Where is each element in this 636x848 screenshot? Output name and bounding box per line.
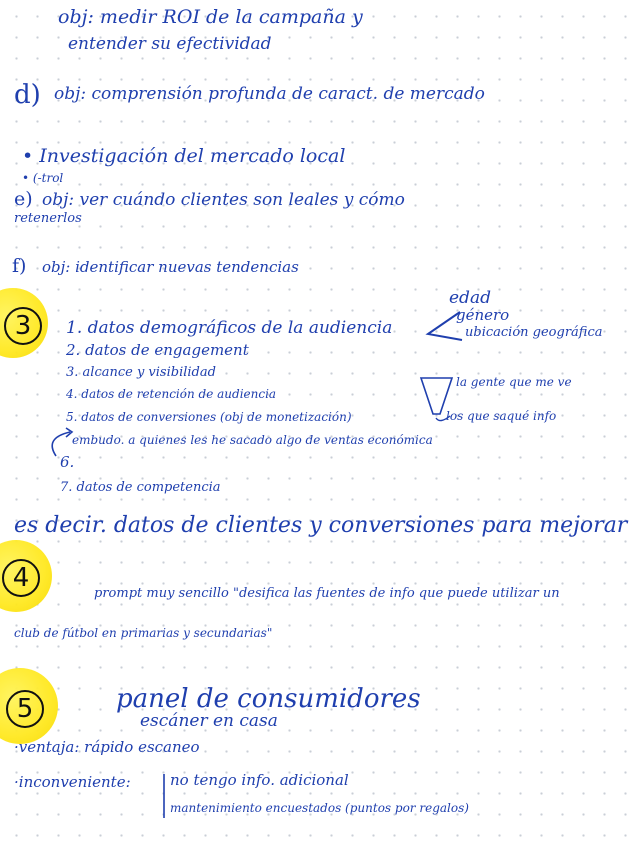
item-d-text: obj: comprensión profunda de caract. de mercado (54, 84, 485, 104)
sec5-subtitle: escáner en casa (140, 711, 278, 731)
sec3-item-2: 2. datos de engagement (66, 341, 249, 359)
section-number-4: 4 (2, 559, 40, 597)
item-f-label: f) (12, 255, 27, 277)
sec3-item-5: 5. datos de conversiones (obj de monetización) (66, 410, 352, 424)
sec3-note-edad: edad (449, 288, 491, 308)
item-f-text: obj: identificar nuevas tendencias (42, 258, 299, 276)
sec3-item-4: 4. datos de retención de audiencia (66, 387, 277, 401)
sec5-title: panel de consumidores (116, 684, 421, 714)
section-number-3: 3 (4, 307, 42, 345)
sec3-embudo-note: embudo. a quienes les he sacado algo de ventas económica (72, 433, 433, 447)
sec4-prompt-line-1: prompt muy sencillo "desifica las fuentes de info que puede utilizar un (94, 586, 560, 601)
sec3-item-3: 3. alcance y visibilidad (66, 365, 216, 380)
sec3-note-ubicacion: ubicación geográfica (465, 325, 603, 340)
objective-roi-line-2: entender su efectividad (68, 34, 272, 54)
demographics-arrow (428, 312, 462, 340)
sec5-ventaja: ·ventaja: rápido escaneo (14, 738, 200, 756)
item-d-label: d) (14, 80, 41, 110)
funnel-icon (421, 378, 452, 414)
sec4-prompt-line-2: club de fútbol en primarias y secundarias" (14, 626, 273, 640)
sec3-item-6: 6. (60, 453, 75, 471)
section-number-5: 5 (6, 690, 44, 728)
sec5-inconveniente-1: no tengo info. adicional (170, 771, 349, 789)
control-line: • (-trol (22, 171, 64, 185)
sec5-inconveniente-label: ·inconveniente: (14, 773, 131, 791)
investigation-line: • Investigación del mercado local (22, 145, 346, 167)
sec3-note-genero: género (456, 306, 510, 324)
item-e-text-1: obj: ver cuándo clientes son leales y cómo (42, 190, 405, 210)
objective-roi-line-1: obj: medir ROI de la campaña y (58, 6, 363, 28)
funnel-top-label: la gente que me ve (456, 375, 572, 389)
item-e-label: e) (14, 188, 33, 210)
sec5-inconveniente-2: mantenimiento encuestados (puntos por regalos) (170, 801, 469, 815)
sec3-item-7: 7. datos de competencia (60, 480, 221, 495)
sec3-item-1: 1. datos demográficos de la audiencia (66, 318, 393, 338)
item-e-text-2: retenerlos (14, 211, 82, 226)
summary-line: es decir. datos de clientes y conversiones para mejorar (14, 513, 628, 538)
funnel-arrow (436, 416, 450, 421)
funnel-bottom-label: los que saqué info (446, 409, 557, 423)
